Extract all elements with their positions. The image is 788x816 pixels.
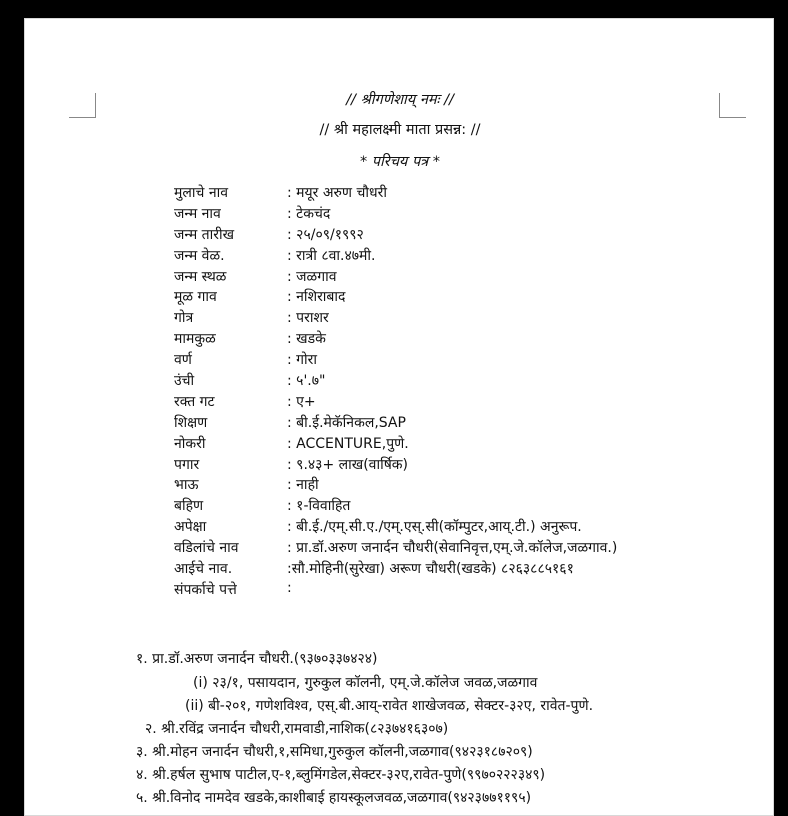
detail-value: : ACCENTURE,पुणे. bbox=[287, 435, 409, 452]
detail-value: : बी.ई.मेकॅनिकल,SAP bbox=[287, 414, 406, 431]
detail-label: अपेक्षा bbox=[174, 519, 207, 536]
contact-4: ४. श्री.हर्षल सुभाष पाटील,ए-१,ब्लुमिंगडेल,सेक्टर-३२ए,रावेत-पुणे(९९७०२२२३४९) bbox=[136, 767, 546, 783]
detail-label: बहिण bbox=[174, 498, 204, 515]
detail-label: जन्म स्थळ bbox=[174, 268, 227, 285]
detail-value: : bbox=[287, 579, 292, 596]
detail-value: : मयूर अरुण चौधरी bbox=[287, 185, 387, 201]
detail-label: मूळ गाव bbox=[174, 289, 217, 306]
detail-value: : खडके bbox=[287, 331, 326, 348]
detail-value: : रात्री ८वा.४७मी. bbox=[287, 247, 376, 264]
detail-label: मुलाचे नाव bbox=[174, 185, 229, 201]
contact-3: ३. श्री.मोहन जनार्दन चौधरी,१,समिधा,गुरुकुल कॉलनी,जळगाव(९४२३१८७२०९) bbox=[136, 744, 533, 760]
invocation-line-1: // श्रीगणेशाय् नमः // bbox=[346, 92, 454, 108]
detail-label: वडिलांचे नाव bbox=[174, 540, 239, 557]
detail-value: : बी.ई./एम्.सी.ए./एम्.एस्.सी(कॉम्पुटर,आय्.टी.) अनुरूप. bbox=[287, 519, 582, 536]
contact-1-address-2: (ii) बी-२०१, गणेशविश्व, एस्.बी.आय्-रावेत शाखेजवळ, सेक्टर-३२ए, रावेत-पुणे. bbox=[185, 698, 594, 714]
detail-value: : २५/०९/१९९२ bbox=[287, 226, 364, 243]
detail-label: वर्ण bbox=[174, 352, 192, 369]
detail-value: : ए+ bbox=[287, 393, 316, 410]
detail-value: : गोरा bbox=[287, 352, 318, 369]
detail-value: : ५'.७" bbox=[287, 373, 326, 390]
detail-value: :सौ.मोहिनी(सुरेखा) अरूण चौधरी(खडके) ८२६३८८५१६१ bbox=[287, 561, 574, 578]
detail-value: : नशिराबाद bbox=[287, 289, 346, 306]
detail-value: : १-विवाहित bbox=[287, 498, 351, 515]
detail-label: रक्त गट bbox=[174, 393, 215, 410]
contact-2: २. श्री.रविंद्र जनार्दन चौधरी,रामवाडी,नाशिक(८२३७४१६३०७) bbox=[145, 721, 449, 737]
detail-label: शिक्षण bbox=[174, 414, 208, 431]
detail-label: जन्म नाव bbox=[174, 205, 221, 222]
contact-1: १. प्रा.डॉ.अरुण जनार्दन चौधरी.(९३७०३३७४२४) bbox=[136, 651, 378, 667]
detail-value: : टेकचंद bbox=[287, 205, 331, 222]
detail-label: गोत्र bbox=[174, 310, 194, 327]
detail-label: उंची bbox=[174, 373, 195, 390]
detail-label: मामकुळ bbox=[174, 331, 216, 348]
detail-label: भाऊ bbox=[174, 477, 199, 494]
detail-label: नोकरी bbox=[174, 435, 206, 452]
detail-value: : नाही bbox=[287, 477, 319, 494]
detail-value: : प्रा.डॉ.अरुण जनार्दन चौधरी(सेवानिवृत्त,एम्.जे.कॉलेज,जळगाव.) bbox=[287, 540, 618, 557]
document-title: * परिचय पत्र * bbox=[359, 154, 441, 170]
contact-1-address-1: (i) २३/१, पसायदान, गुरुकुल कॉलनी, एम्.जे.कॉलेज जवळ,जळगाव bbox=[193, 675, 538, 691]
detail-label: जन्म तारीख bbox=[174, 226, 235, 243]
detail-value: : ९.४३+ लाख(वार्षिक) bbox=[287, 456, 409, 473]
detail-label: पगार bbox=[174, 456, 200, 473]
detail-label: जन्म वेळ. bbox=[174, 247, 225, 264]
detail-label: आईचे नाव. bbox=[174, 561, 233, 578]
detail-label: संपर्काचे पत्ते bbox=[174, 581, 237, 598]
detail-value: : जळगाव bbox=[287, 268, 337, 285]
contact-5: ५. श्री.विनोद नामदेव खडके,काशीबाई हायस्कूलजवळ,जळगाव(९४२३७७११९५) bbox=[136, 790, 532, 806]
invocation-line-2: // श्री महालक्ष्मी माता प्रसन्न: // bbox=[319, 122, 481, 138]
document-page bbox=[24, 18, 774, 816]
detail-value: : पराशर bbox=[287, 310, 329, 327]
